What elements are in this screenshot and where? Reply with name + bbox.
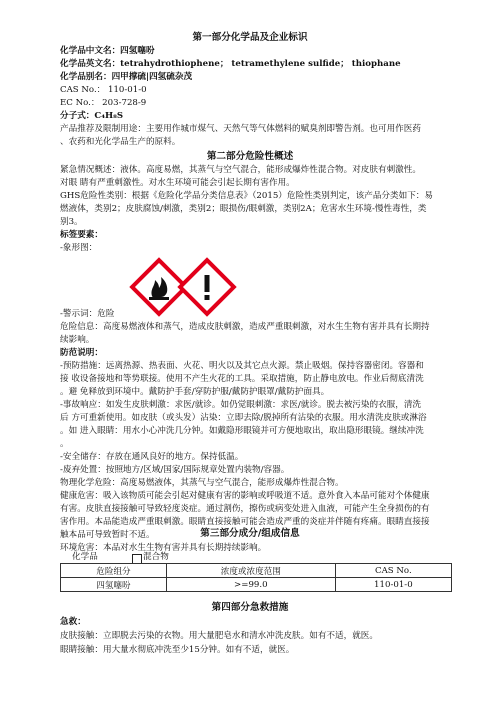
prevention-3: 。避 免释放到环境中。戴防护手套/穿防护服/戴防护眼罩/戴防护面具。 — [60, 387, 330, 397]
emergency-overview-2: 对眼 睛有严重刺激性。对水生环境可能会引起长期有害作用。 — [60, 178, 295, 188]
response-1: -事故响应：如发生皮肤刺激：求医/就诊。如仍觉眼刺激：求医/就诊。脱去被污染的衣服，清洗 — [60, 400, 422, 410]
response-2: 后 方可重新使用。如皮肤（或头发）沾染：立即去除/脱掉所有沾染的衣服。用水清洗皮肤或淋浴 — [60, 413, 427, 423]
hazard-statement-1: 危险信息：高度易燃液体和蒸气，造成皮肤刺激，造成严重眼刺激，对水生生物有害并具有长期持 — [60, 322, 430, 332]
disposal: -废弃处置：按照地方/区域/国家/国际规章处置内装物/容器。 — [60, 465, 290, 475]
response-4: 。 — [60, 439, 69, 449]
alias: 化学品别名：四甲撑硫|四氢硫杂茂 — [60, 72, 193, 82]
health-hazard-3: 害作用。本品能造成严重眼刺激。眼睛直接接触可能会造成严重的炎症并伴随有疼痛。眼睛直接接 — [60, 517, 430, 527]
prevention-1: -预防措施：远离热源、热表面、火花、明火以及其它点火源。禁止吸烟。保持容器密闭。容器和 — [60, 361, 424, 371]
ghs-category-2: 燃液体，类别2；皮肤腐蚀/刺激，类别2；眼损伤/眼刺激，类别2A；危害水生环境-慢性毒性，类 — [60, 204, 427, 214]
name-cn: 化学品中文名：四氢噻吩 — [60, 46, 155, 56]
composition-table — [60, 563, 452, 592]
col-header-cas: CAS No. — [335, 564, 451, 578]
recommended-use-1: 产品推荐及限制用途：主要用作城市煤气、天然气等气体燃料的赋臭剂即警告剂。也可用作医药 — [60, 124, 421, 134]
health-hazard-1: 健康危害：吸入该物质可能会引起对健康有害的影响或呼吸道不适。意外食入本品可能对个体健康 — [60, 491, 430, 501]
section2-title: 第二部分危险性概述 — [206, 151, 294, 162]
exclamation-pictogram — [176, 256, 238, 318]
label-elements: 标签要素： — [60, 230, 103, 240]
health-hazard-2: 有害。皮肤直接接触可导致轻度炎症。通过割伤，擦伤或病变处进入血液，可能产生全身损伤的有 — [60, 504, 430, 514]
ghs-category-3: 别3。 — [60, 217, 83, 227]
substance-label: 化学品 — [72, 552, 98, 562]
recommended-use-2: 、农药和光化学品生产的原料。 — [60, 137, 181, 147]
health-hazard-4: 触本品可导致暂时不适。 — [60, 530, 155, 540]
mixture-label: 混合物 — [143, 552, 169, 562]
environmental-hazard: 环境危害：本品对水生生物有害并具有长期持续影响。 — [60, 543, 267, 553]
first-aid-label: 急救： — [60, 617, 86, 627]
prevention-2: 接 收设备接地和等势联接。使用不产生火花的工具。采取措施，防止静电放电。作业后彻底清洗 — [60, 374, 424, 384]
hazard-statement-2: 续影响。 — [60, 335, 95, 345]
section4-title: 第四部分急救措施 — [211, 602, 289, 613]
col-header-concentration: 浓度或浓度范围 — [166, 564, 335, 578]
response-3: 。如 进入眼睛：用水小心冲洗几分钟。如戴隐形眼镜并可方便地取出，取出隐形眼镜。继续冲洗 — [60, 426, 424, 436]
precaution-title: 防范说明： — [60, 348, 103, 358]
component-name: 四氢噻吩 — [61, 578, 167, 592]
skin-contact: 皮肤接触：立即脱去污染的衣物。用大量肥皂水和清水冲洗皮肤。如有不适，就医。 — [60, 631, 378, 641]
ghs-category-1: GHS危险性类别：根据《危险化学品分类信息表》（2015）危险性类别判定，该产品分类如下：易 — [60, 191, 433, 201]
col-header-component: 危险组分 — [61, 564, 167, 578]
component-cas: 110-01-0 — [335, 578, 451, 592]
name-en: 化学品英文名：tetrahydrothiophene； tetramethylene sulfide； thiophane — [60, 59, 401, 69]
section3-title: 第三部分成分/组成信息 — [200, 528, 300, 539]
component-concentration: >=99.0 — [166, 578, 335, 592]
molecular-formula: 分子式：C₄H₈S — [60, 111, 124, 121]
pictogram-label: -象形图： — [60, 243, 98, 253]
signal-word: -警示词：危险 — [60, 309, 115, 319]
section1-title: 第一部分化学品及企业标识 — [192, 32, 308, 43]
table-header-row — [61, 564, 452, 578]
ec-number: EC No.： 203-728-9 — [60, 98, 147, 108]
storage: -安全储存：存放在通风良好的地方。保持低温。 — [60, 452, 244, 462]
eye-contact: 眼睛接触：用大量水彻底冲洗至少15分钟。如有不适，就医。 — [60, 645, 295, 655]
table-row — [61, 578, 452, 592]
cas-number: CAS No.： 110-01-0 — [60, 85, 147, 95]
physical-hazard: 物理化学危险：高度易燃液体，其蒸气与空气混合，能形成爆炸性混合物。 — [60, 478, 344, 488]
emergency-overview-1: 紧急情况概述：液体。高度易燃，其蒸气与空气混合，能形成爆炸性混合物。对皮肤有刺激性。 — [60, 165, 421, 175]
